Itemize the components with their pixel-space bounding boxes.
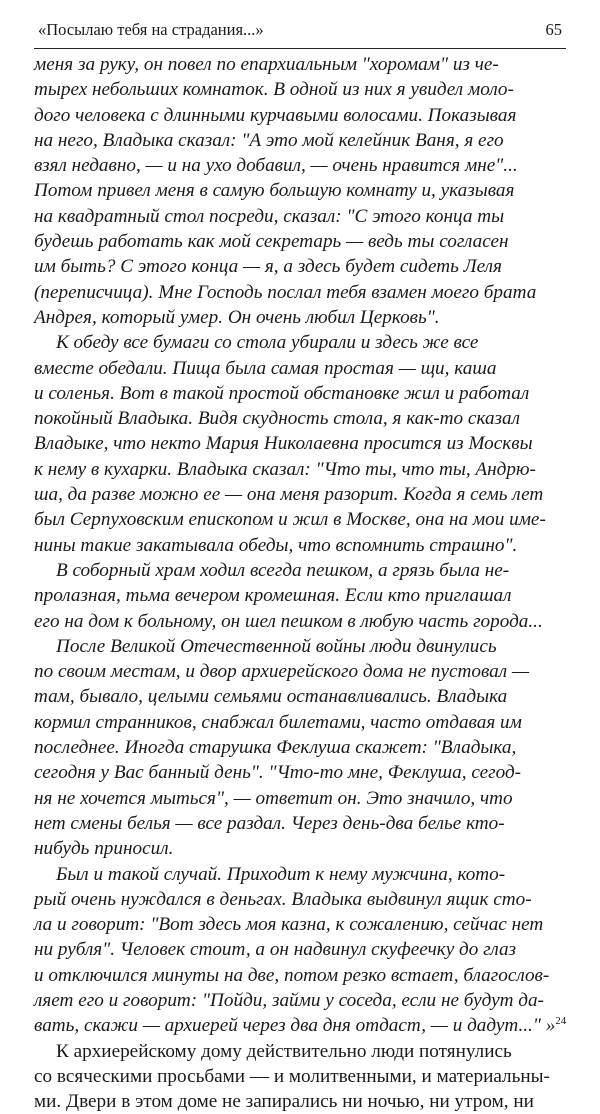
- text-line: [34, 533, 566, 558]
- line-text: ми. Двери в этом доме не запирались ни ночью, ни утром, ни: [34, 1091, 534, 1113]
- text-line: [34, 963, 566, 988]
- text-line: [34, 836, 566, 861]
- text-line: [34, 128, 566, 153]
- header-rule: [34, 48, 566, 49]
- page-number: 65: [545, 20, 562, 39]
- line-text: со всяческими просьбами — и молитвенными, и материальны-: [34, 1065, 550, 1087]
- line-text: покойный Владыка. Видя скудность стола, я как-то сказал: [34, 408, 520, 430]
- text-line: [34, 482, 566, 507]
- line-text: его на дом к больному, он шел пешком в любую часть города...: [34, 610, 543, 632]
- line-text: К обеду все бумаги со стола убирали и здесь же все: [56, 332, 479, 354]
- text-line: [34, 760, 566, 785]
- text-line: [34, 1089, 566, 1114]
- line-text: тырех небольших комнаток. В одной из них я увидел моло-: [34, 79, 514, 101]
- line-text: меня за руку, он повел по епархиальным "хоромам" из че-: [34, 54, 499, 75]
- line-text: к нему в кухарки. Владыка сказал: "Что ты, что ты, Андрю-: [34, 458, 536, 480]
- line-text: был Серпуховским епископом и жил в Москве, она на мои име-: [34, 509, 546, 531]
- line-text: и отключился минуты на две, потом резко встает, благослов-: [34, 964, 550, 986]
- line-text: После Великой Отечественной войны люди двинулись: [56, 635, 497, 657]
- text-line: [34, 937, 566, 962]
- text-line: [34, 178, 566, 203]
- text-line: [34, 229, 566, 254]
- line-text: ла и говорит: "Вот здесь моя казна, к сожалению, сейчас нет: [34, 914, 544, 936]
- text-line: [34, 558, 566, 583]
- text-line: [34, 735, 566, 760]
- text-line: [34, 786, 566, 811]
- text-line: [34, 583, 566, 608]
- line-text: будешь работать как мой секретарь — ведь ты согласен: [34, 231, 509, 253]
- line-text: рый очень нуждался в деньгах. Владыка выдвинул ящик сто-: [34, 888, 532, 910]
- page-body: [34, 52, 566, 1114]
- line-text: вать, скажи — архиерей через два дня отдаст, — и дадут..." »: [34, 1015, 556, 1037]
- text-line: [34, 609, 566, 634]
- line-text: Потом привел меня в самую большую комнату и, указывая: [34, 180, 515, 202]
- text-line: [34, 52, 566, 77]
- line-text: нины такие закатывала обеды, что вспомнить страшно".: [34, 534, 518, 556]
- line-text: последнее. Иногда старушка Феклуша скажет: "Владыка,: [34, 737, 517, 759]
- line-text: и соленья. Вот в такой простой обстановке жил и работал: [34, 382, 530, 404]
- line-text: ша, да разве можно ее — она меня разорит. Когда я семь лет: [34, 484, 544, 506]
- line-text: им быть? С этого конца — я, а здесь будет сидеть Леля: [34, 256, 502, 278]
- footnote-marker[interactable]: 24: [555, 1015, 567, 1028]
- text-line: [34, 431, 566, 456]
- text-line: [34, 659, 566, 684]
- text-line: [34, 710, 566, 735]
- line-text: Был и такой случай. Приходит к нему мужчина, кото-: [56, 863, 506, 885]
- line-text: по своим местам, и двор архиерейского дома не пустовал —: [34, 661, 530, 683]
- text-line: [34, 862, 566, 887]
- text-line: [34, 280, 566, 305]
- line-text: В соборный храм ходил всегда пешком, а грязь была не-: [56, 559, 510, 581]
- line-text: нибудь приносил.: [34, 838, 174, 860]
- text-line: [34, 1064, 566, 1089]
- text-line: [34, 507, 566, 532]
- text-line: [34, 381, 566, 406]
- line-text: нет смены белья — все раздал. Через день-два белье кто-: [34, 812, 505, 834]
- text-line: [34, 1039, 566, 1064]
- line-text: ни рубля". Человек стоит, а он надвинул скуфеечку до глаз: [34, 939, 517, 961]
- text-line: [34, 330, 566, 355]
- running-title: «Посылаю тебя на страдания...»: [38, 20, 264, 39]
- text-line: [34, 887, 566, 912]
- text-line: [34, 406, 566, 431]
- line-text: взял недавно, — и на ухо добавил, — очень нравится мне"...: [34, 155, 518, 177]
- text-line: [34, 684, 566, 709]
- text-line: [34, 634, 566, 659]
- line-text: К архиерейскому дому действительно люди потянулись: [56, 1040, 512, 1062]
- line-text: кормил странников, снабжал билетами, часто отдавая им: [34, 711, 522, 733]
- text-line: [34, 153, 566, 178]
- line-text: (переписчица). Мне Господь послал тебя взамен моего брата: [34, 281, 537, 303]
- line-text: на него, Владыка сказал: "А это мой келейник Ваня, я его: [34, 129, 504, 151]
- line-text: дого человека с длинными курчавыми волосами. Показывая: [34, 104, 517, 126]
- text-line: [34, 811, 566, 836]
- text-line: [34, 305, 566, 330]
- text-line: [34, 254, 566, 279]
- line-text: Андрея, который умер. Он очень любил Церковь".: [34, 306, 440, 328]
- text-line: [34, 912, 566, 937]
- text-line: [34, 204, 566, 229]
- line-text: там, бывало, целыми семьями останавливались. Владыка: [34, 686, 508, 708]
- text-line: [34, 356, 566, 381]
- line-text: пролазная, тьма вечером кромешная. Если кто приглашал: [34, 585, 512, 607]
- line-text: ляет его и говорит: "Пойди, займи у соседа, если не будут да-: [34, 989, 544, 1011]
- text-line: [34, 457, 566, 482]
- text-line: [34, 988, 566, 1013]
- running-header: [38, 20, 562, 46]
- text-line: [34, 77, 566, 102]
- text-line: [34, 103, 566, 128]
- line-text: Владыке, что некто Мария Николаевна просится из Москвы: [34, 433, 533, 455]
- line-text: ня не хочется мыться", — ответит он. Это значило, что: [34, 787, 513, 809]
- line-text: вместе обедали. Пища была самая простая — щи, каша: [34, 357, 497, 379]
- text-line: [34, 1013, 566, 1038]
- line-text: на квадратный стол посреди, сказал: "С этого конца ты: [34, 205, 505, 227]
- line-text: сегодня у Вас банный день". "Что-то мне, Феклуша, сегод-: [34, 762, 522, 784]
